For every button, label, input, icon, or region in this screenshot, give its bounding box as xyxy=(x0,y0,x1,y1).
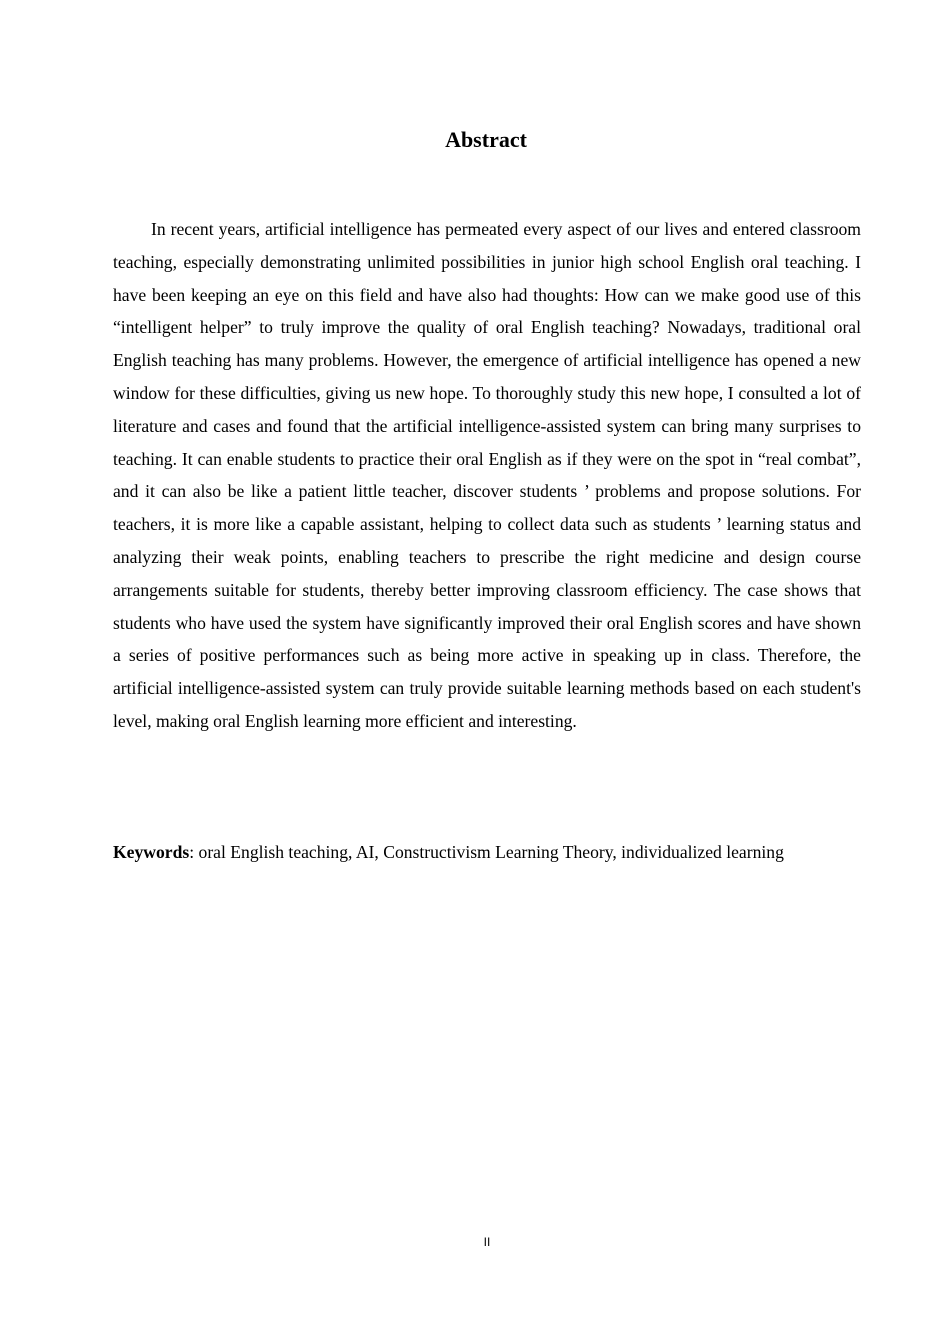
keywords-text: : oral English teaching, AI, Constructivism Learning Theory, individualized learning xyxy=(189,842,784,862)
abstract-title: Abstract xyxy=(445,127,527,152)
keywords-label: Keywords xyxy=(113,842,190,862)
keywords-line xyxy=(113,836,873,868)
abstract-body: In recent years, artificial intelligence has permeated every aspect of our lives and entered classroom teaching, especially demonstrating unlimited possibilities in junior high school English oral teaching. I have been keeping an eye on this field and have also had thoughts: How can we make good use of this “intelligent helper” to truly improve the quality of oral English teaching? Nowadays, traditional oral English teaching has many problems. However, the emergence of artificial intelligence has opened a new window for these difficulties, giving us new hope. To thoroughly study this new hope, I consulted a lot of literature and cases and found that the artificial intelligence-assisted system can bring many surprises to teaching. It can enable students to practice their oral English as if they were on the spot in “real combat”, and it can also be like a patient little teacher, discover students ’ problems and propose solutions. For teachers, it is more like a capable assistant, helping to collect data such as students ’ learning status and analyzing their weak points, enabling teachers to prescribe the right medicine and design course arrangements suitable for students, thereby better improving classroom efficiency. The case shows that students who have used the system have significantly improved their oral English scores and have shown a series of positive performances such as being more active in speaking up in class. Therefore, the artificial intelligence-assisted system can truly provide suitable learning methods based on each student's level, making oral English learning more efficient and interesting. xyxy=(113,219,861,731)
page-number: II xyxy=(483,1235,491,1249)
